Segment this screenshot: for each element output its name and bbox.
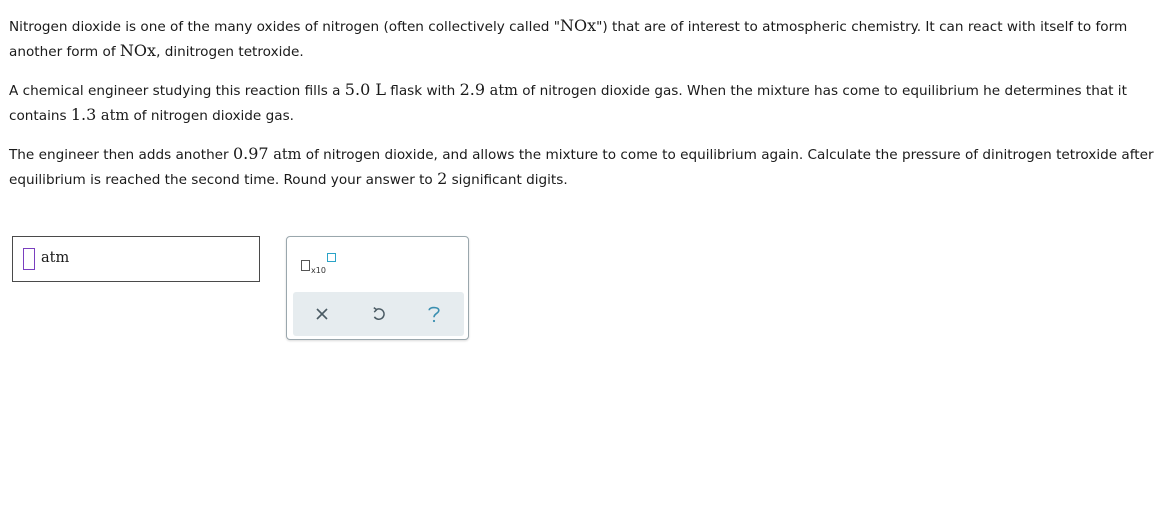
question-text-segment: of nitrogen dioxide gas. When the mixture has come to equilibrium he determines that it contains [9,83,1127,124]
exponent-box-icon [327,253,336,262]
answer-input[interactable] [23,248,35,270]
question-text-segment: Nitrogen dioxide is one of the many oxides of nitrogen (often collectively called " [9,19,561,35]
pressure-unit: atm [268,147,302,163]
answer-box[interactable] [12,236,260,282]
nox-formula: NOx [119,41,157,60]
question-text [9,14,1154,206]
pressure-unit: atm [485,83,518,99]
answer-unit: atm [41,250,70,266]
question-text-segment: ") that are of interest to atmospheric chemistry. It can react with itself to form another form of [9,19,1128,60]
question-paragraph-2 [9,78,1154,128]
action-bar [293,292,464,336]
undo-icon [371,306,387,322]
question-text-segment: of nitrogen dioxide, and allows the mixture to come to equilibrium again. Calculate the pressure of dinitrogen tetroxide after equilibrium is reached the second time. Round your answer to [9,147,1154,188]
mantissa-box-icon [301,260,310,271]
question-text-segment: , dinitrogen tetroxide. [156,44,304,60]
question-paragraph-3 [9,142,1154,192]
question-text-segment: flask with [385,83,460,99]
nox-formula: NOx [560,16,597,35]
equilibrium-pressure-value: 1.3 [70,105,97,124]
close-icon [315,307,329,321]
question-text-segment: of nitrogen dioxide gas. [129,108,294,124]
question-paragraph-1 [9,14,1154,64]
initial-pressure-value: 2.9 [459,80,486,99]
x10-label: x10 [311,266,326,275]
question-text-segment: The engineer then adds another [9,147,233,163]
scientific-notation-button[interactable] [301,251,337,277]
pressure-unit: atm [96,108,130,124]
clear-button[interactable] [310,302,334,326]
question-text-segment: significant digits. [447,172,568,188]
significant-digits-value: 2 [437,169,448,188]
undo-button[interactable] [367,302,391,326]
math-toolbox [286,236,469,340]
question-text-segment: A chemical engineer studying this reaction fills a [9,83,345,99]
added-pressure-value: 0.97 [232,144,269,163]
help-button[interactable] [422,302,446,326]
flask-volume: 5.0 L [344,80,386,99]
help-icon [427,304,441,324]
